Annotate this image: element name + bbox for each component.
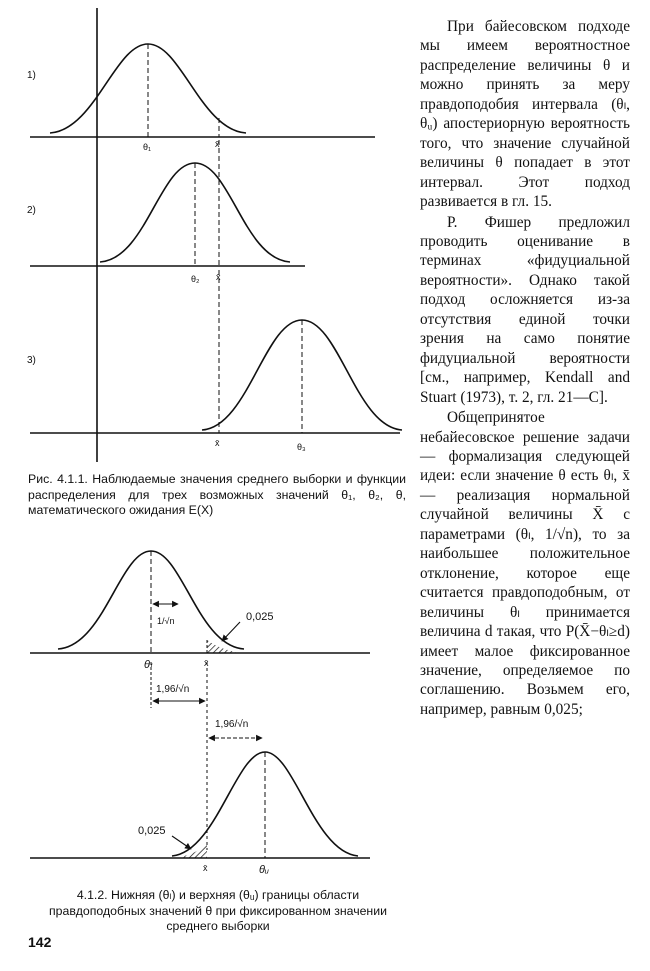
paragraph-bayesian: При байесовском подходе мы имеем вероятностное распределение величины θ и можно принять за меру правдоподобия интервала (θₗ, θᵤ) апостериорную вероятность того, что значение случайной величины θ попадает в этот интервал. Этот подход развивается в гл. 15. [420, 18, 630, 211]
xbar-label-upper: x̄ [204, 658, 209, 668]
dist-label-2: 1,96/√n [215, 719, 249, 730]
figure-2-caption-text: 4.1.2. Нижняя (θₗ) и верхняя (θᵤ) границы области правдоподобных значений θ при фиксированном значении среднего выборки [49, 888, 387, 933]
body-text-column [420, 17, 630, 719]
figure-4-1-2 [0, 540, 420, 885]
dist-label-1: 1,96/√n [156, 684, 190, 695]
panel-label-1: 1) [27, 70, 36, 81]
theta-3-label: θ₃ [297, 442, 306, 452]
xbar-label-3: x̄ [215, 438, 220, 448]
tail-pointer-upper [222, 622, 240, 641]
tail-label-upper: 0,025 [246, 611, 274, 623]
paragraph-nonbayesian: Общепринятое небайесовское решение задачи — формализация следующей идеи: если значение θ есть θₗ, x̄ — реализация нормальной случайной величины X̄ с параметрами (θₗ, 1/√n), то за наибольшее положительное отклонение, которое еще считается правдоподобным, от величины θₗ принимается величина d такая, что P(X̄−θₗ≥d) имеет малое фиксированное значение, определяемое по соглашению. Возьмем его, например, равным 0,025; [420, 409, 630, 718]
xbar-label-1: x̄ [215, 139, 220, 149]
panel-label-3: 3) [27, 355, 36, 366]
theta-2-label: θ₂ [191, 274, 200, 284]
paragraph-fisher: Р. Фишер предложил проводить оценивание в терминах «фидуциальной вероятности». Однако такой подход осложняется из-за отсутствия единой точки зрения на само понятие фидуциальной вероятности [см., например, Kendall and Stuart (1973), т. 2, гл. 21—С]. [420, 213, 630, 406]
xbar-label-lower: x̄ [203, 863, 208, 873]
figure-2-caption [28, 888, 408, 935]
figure-1-caption [28, 472, 406, 519]
page-number: 142 [28, 934, 52, 950]
xbar-label-2: x̄ [216, 272, 221, 282]
theta-l-label: θₗ [144, 659, 152, 671]
tail-label-lower: 0,025 [138, 825, 166, 837]
tail-pointer-lower [172, 836, 191, 849]
figure-4-1-1 [0, 0, 420, 470]
figure-1-caption-text: Рис. 4.1.1. Наблюдаемые значения среднего выборки и функции распределения для трех возможных значений θ₁, θ₂, θ, математического ожидания E(X) [28, 472, 406, 517]
theta-u-label: θᵤ [259, 864, 269, 876]
panel-label-2: 2) [27, 205, 36, 216]
theta-1-label: θ₁ [143, 142, 152, 152]
sigma-label: 1/√n [157, 616, 175, 626]
